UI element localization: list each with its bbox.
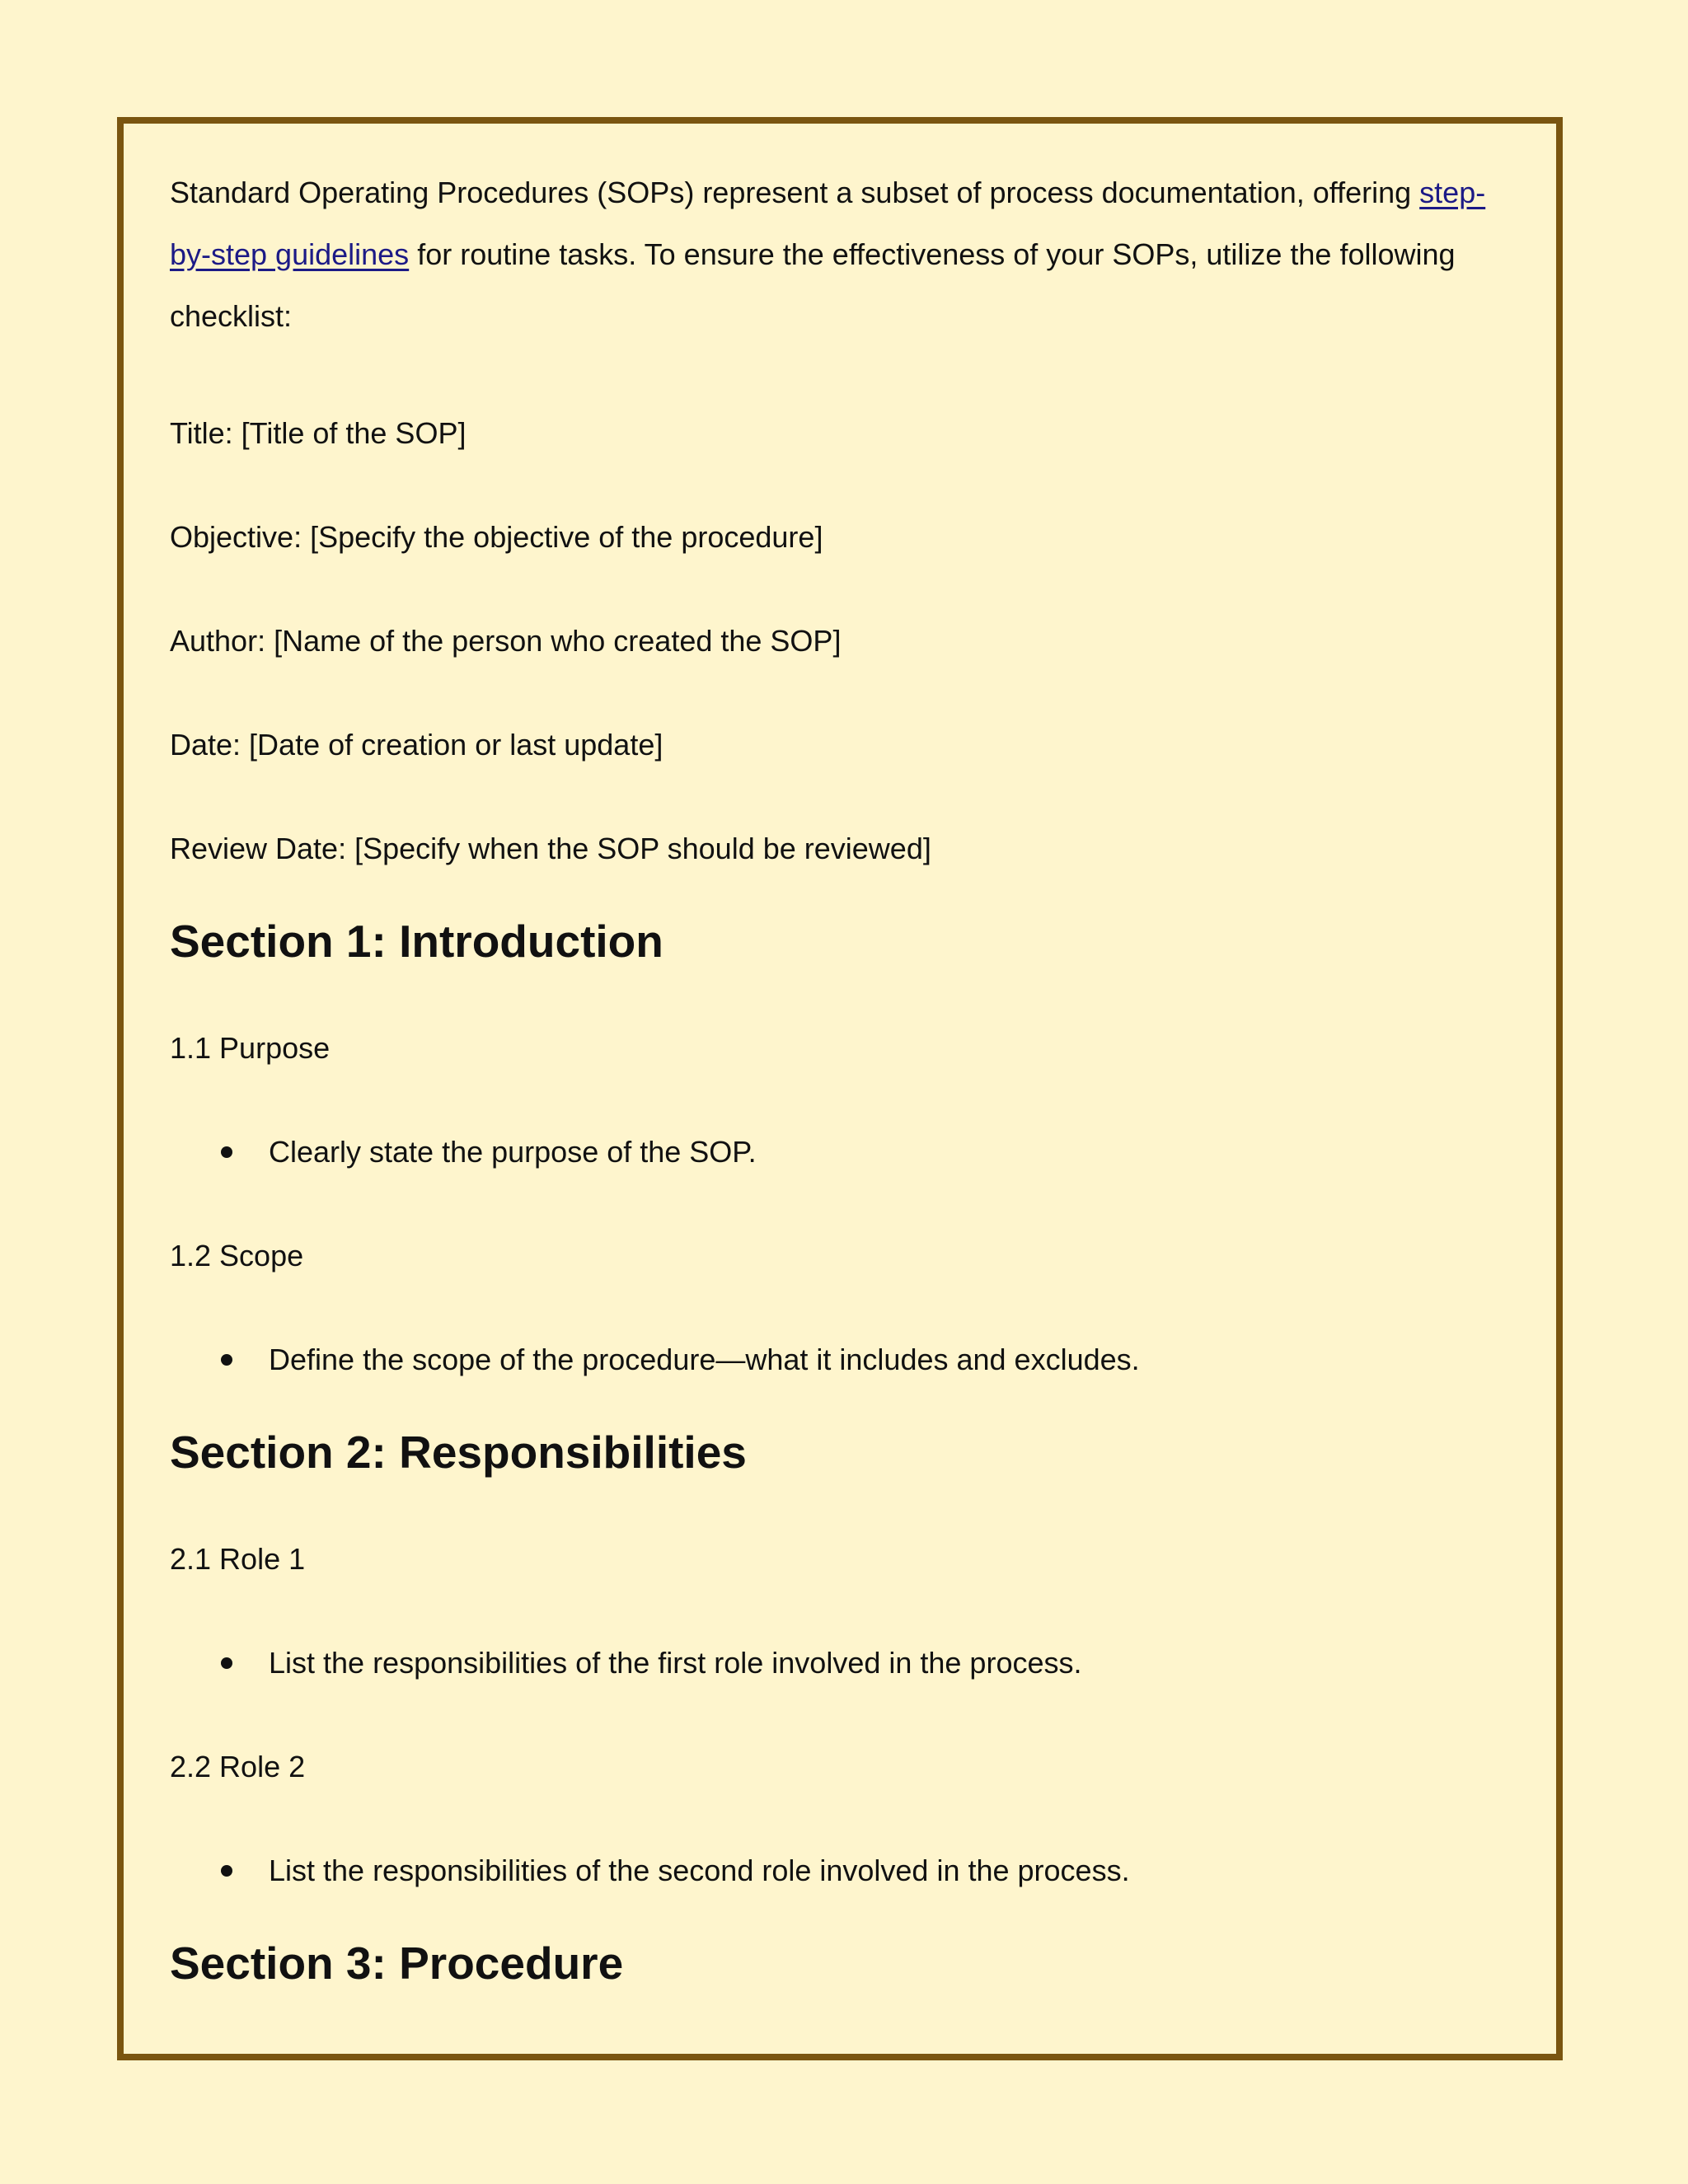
intro-paragraph xyxy=(170,162,1522,347)
bullet-icon xyxy=(221,1146,232,1158)
field-review-date: Review Date: [Specify when the SOP should be reviewed] xyxy=(170,832,931,865)
section-heading-responsibilities: Section 2: Responsibilities xyxy=(170,1427,747,1478)
list-item-text: List the responsibilities of the second role involved in the process. xyxy=(269,1854,1130,1887)
list-item xyxy=(221,1132,757,1172)
section-heading-procedure: Section 3: Procedure xyxy=(170,1938,624,1989)
subsection-title-scope: 1.2 Scope xyxy=(170,1239,304,1272)
list-item xyxy=(221,1643,1081,1683)
field-title: Title: [Title of the SOP] xyxy=(170,416,467,450)
list-item xyxy=(221,1851,1130,1891)
list-item-text: List the responsibilities of the first role involved in the process. xyxy=(269,1646,1082,1680)
subsection-title-role-1: 2.1 Role 1 xyxy=(170,1542,306,1576)
document-content xyxy=(170,163,1522,1989)
list-item-text: Define the scope of the procedure—what it includes and excludes. xyxy=(269,1343,1140,1376)
section-heading-introduction: Section 1: Introduction xyxy=(170,916,663,967)
bullet-icon xyxy=(221,1865,232,1877)
list-item xyxy=(221,1340,1140,1380)
bullet-icon xyxy=(221,1354,232,1366)
document-frame xyxy=(117,117,1563,2060)
field-date: Date: [Date of creation or last update] xyxy=(170,728,663,762)
field-author: Author: [Name of the person who created the SOP] xyxy=(170,624,842,658)
step-by-step-guidelines-link[interactable]: step-by-step guidelines xyxy=(170,176,1486,271)
intro-text-end: for routine tasks. To ensure the effectiveness of your SOPs, utilize the following checklist: xyxy=(170,237,1456,333)
field-objective: Objective: [Specify the objective of the procedure] xyxy=(170,520,823,554)
list-item-text: Clearly state the purpose of the SOP. xyxy=(269,1135,757,1169)
subsection-title-purpose: 1.1 Purpose xyxy=(170,1031,331,1065)
intro-text-start: Standard Operating Procedures (SOPs) represent a subset of process documentation, offering xyxy=(170,176,1420,209)
bullet-icon xyxy=(221,1657,232,1669)
subsection-title-role-2: 2.2 Role 2 xyxy=(170,1750,306,1783)
